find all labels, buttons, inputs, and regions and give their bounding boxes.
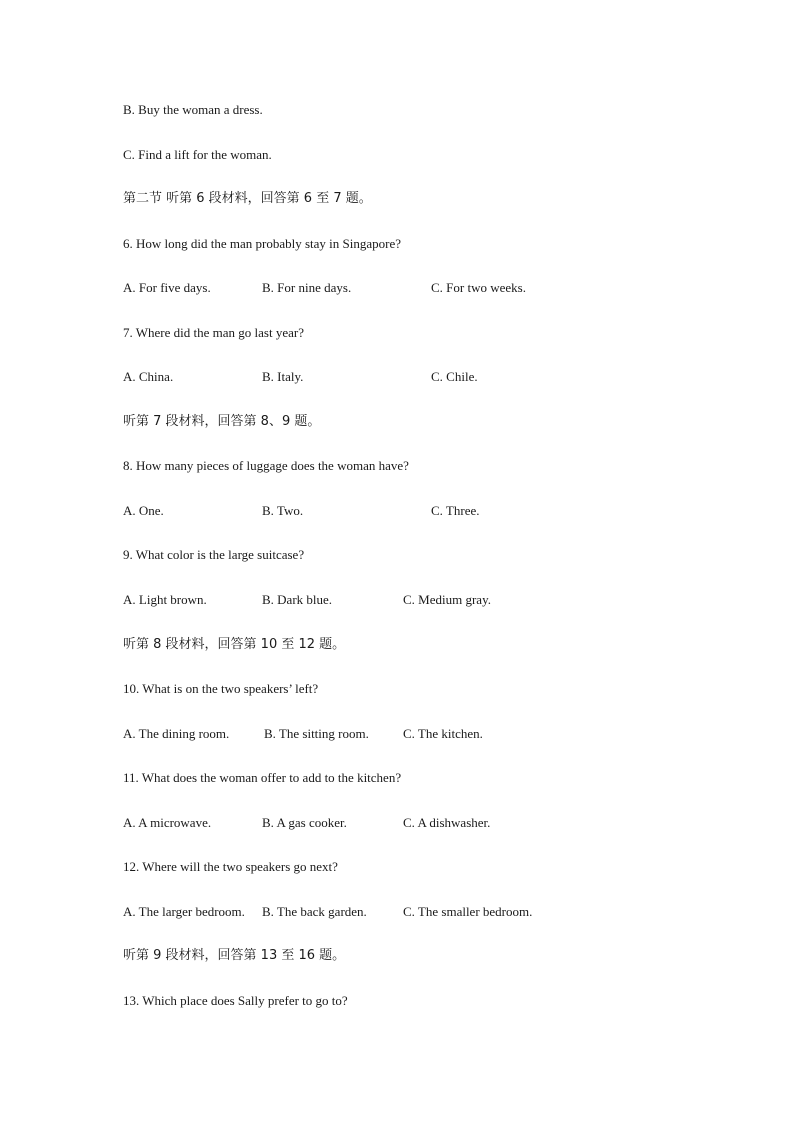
option-line: B. Buy the woman a dress. (123, 102, 263, 117)
option-b: B. For nine days. (262, 280, 352, 295)
option-a: A. For five days. (123, 280, 211, 295)
options-row-10 (123, 726, 683, 742)
option-c: C. Three. (431, 503, 480, 518)
option-c: C. Chile. (431, 369, 478, 384)
option-b: B. The back garden. (262, 904, 367, 919)
option-a: A. The larger bedroom. (123, 904, 245, 919)
option-c: C. For two weeks. (431, 280, 526, 295)
option-b: B. Italy. (262, 369, 304, 384)
option-a: A. One. (123, 503, 164, 518)
options-row-6 (123, 280, 683, 296)
option-c: C. Medium gray. (403, 592, 491, 607)
options-row-9 (123, 592, 683, 608)
option-a: A. China. (123, 369, 174, 384)
option-a: A. A microwave. (123, 815, 212, 830)
section-heading: 听第 9 段材料，回答第 13 至 16 题。 (123, 948, 346, 963)
options-row-8 (123, 503, 683, 519)
section-heading: 听第 7 段材料，回答第 8、9 题。 (123, 414, 321, 429)
option-b: B. A gas cooker. (262, 815, 347, 830)
question-7: 7. Where did the man go last year? (123, 325, 304, 340)
option-b: B. Dark blue. (262, 592, 333, 607)
option-a: A. Light brown. (123, 592, 207, 607)
question-12: 12. Where will the two speakers go next? (123, 859, 338, 874)
options-row-12 (123, 904, 683, 920)
option-c: C. A dishwasher. (403, 815, 491, 830)
section-heading: 第二节 听第 6 段材料，回答第 6 至 7 题。 (123, 191, 372, 206)
section-heading: 听第 8 段材料，回答第 10 至 12 题。 (123, 637, 346, 652)
option-c: C. The smaller bedroom. (403, 904, 533, 919)
options-row-7 (123, 369, 683, 385)
question-11: 11. What does the woman offer to add to the kitchen? (123, 770, 402, 785)
options-row-11 (123, 815, 683, 831)
question-9: 9. What color is the large suitcase? (123, 547, 305, 562)
option-line: C. Find a lift for the woman. (123, 147, 272, 162)
option-b: B. Two. (262, 503, 304, 518)
question-6: 6. How long did the man probably stay in Singapore? (123, 236, 402, 251)
question-13: 13. Which place does Sally prefer to go to? (123, 993, 348, 1008)
option-a: A. The dining room. (123, 726, 230, 741)
option-c: C. The kitchen. (403, 726, 483, 741)
question-10: 10. What is on the two speakers’ left? (123, 681, 319, 696)
question-8: 8. How many pieces of luggage does the woman have? (123, 458, 409, 473)
option-b: B. The sitting room. (264, 726, 369, 741)
